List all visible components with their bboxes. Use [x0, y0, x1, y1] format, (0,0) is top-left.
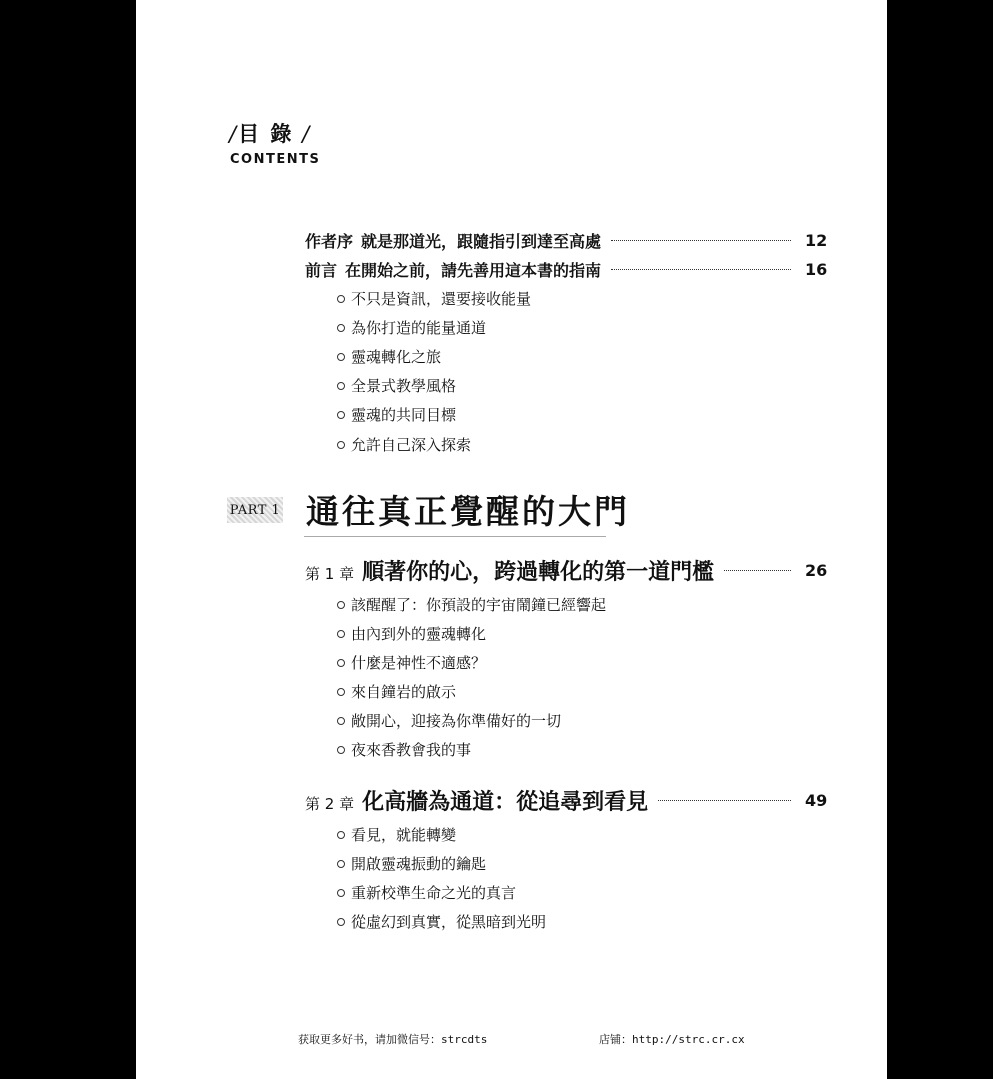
entry-text: 在開始之前，請先善用這本書的指南	[345, 260, 602, 280]
subitem-text: 全景式教學風格	[351, 377, 457, 395]
entry-title	[305, 258, 601, 281]
bullet-icon	[337, 918, 345, 926]
toc-entry-foreword[interactable]	[305, 257, 827, 281]
subitem-text: 為你打造的能量通道	[351, 319, 487, 337]
subitem-text: 該醒醒了：你預設的宇宙鬧鐘已經響起	[351, 596, 607, 614]
subitem-text: 看見，就能轉變	[351, 826, 457, 844]
subitem-text: 夜來香教會我的事	[351, 741, 472, 759]
toc-entry-chapter-1[interactable]	[305, 556, 827, 584]
entry-label: 前言	[305, 260, 338, 280]
subitem-text: 重新校準生命之光的真言	[351, 884, 517, 902]
entry-title	[305, 229, 601, 252]
chapter-number: 第 2 章	[305, 794, 355, 813]
subitem-text: 由內到外的靈魂轉化	[351, 625, 487, 643]
toc-entry-preface[interactable]	[305, 228, 827, 252]
subitem-text: 來自鐘岩的啟示	[351, 683, 457, 701]
bullet-icon	[337, 601, 345, 609]
page-number: 26	[805, 560, 828, 580]
footer-wechat: 获取更多好书，请加微信号：strcdts	[298, 1033, 488, 1046]
bullet-icon	[337, 324, 345, 332]
slash-decoration: /	[293, 122, 312, 146]
bullet-icon	[337, 659, 345, 667]
entry-title	[305, 785, 648, 816]
bullet-icon	[337, 441, 345, 449]
toc-subitem[interactable]	[337, 911, 546, 932]
subitem-text: 靈魂轉化之旅	[351, 348, 442, 366]
page-number: 16	[805, 259, 828, 279]
subitem-text: 什麼是神性不適感？	[351, 654, 487, 672]
entry-label: 作者序	[305, 231, 354, 251]
page-number: 49	[805, 790, 828, 810]
subitem-text: 開啟靈魂振動的鑰匙	[351, 855, 487, 873]
footer-shop-link[interactable]: 店铺：http://strc.cr.cx	[599, 1033, 745, 1046]
subitem-text: 敞開心，迎接為你準備好的一切	[351, 712, 562, 730]
toc-subitem[interactable]	[337, 824, 456, 845]
subitem-text: 不只是資訊，還要接收能量	[351, 290, 532, 308]
toc-subtitle: CONTENTS	[230, 152, 321, 167]
bullet-icon	[337, 717, 345, 725]
bullet-icon	[337, 889, 345, 897]
bullet-icon	[337, 746, 345, 754]
part-underline	[304, 536, 606, 537]
book-page	[136, 0, 887, 1079]
dot-leader	[658, 800, 791, 801]
chapter-number: 第 1 章	[305, 564, 355, 583]
part-badge: PART 1	[227, 497, 283, 523]
page-number: 12	[805, 230, 828, 250]
toc-subitem[interactable]	[337, 434, 471, 455]
chapter-title: 順著你的心，跨過轉化的第一道門檻	[362, 558, 715, 585]
subitem-text: 從虛幻到真實，從黑暗到光明	[351, 913, 547, 931]
toc-subitem[interactable]	[337, 882, 516, 903]
entry-text: 就是那道光，跟隨指引到達至高處	[361, 231, 602, 251]
bullet-icon	[337, 688, 345, 696]
subitem-text: 靈魂的共同目標	[351, 406, 457, 424]
bullet-icon	[337, 831, 345, 839]
toc-subitem[interactable]	[337, 652, 486, 673]
part-title[interactable]: 通往真正覺醒的大門	[306, 492, 630, 531]
toc-subitem[interactable]	[337, 317, 486, 338]
dot-leader	[724, 570, 791, 571]
toc-subitem[interactable]	[337, 853, 486, 874]
bullet-icon	[337, 411, 345, 419]
slash-decoration: /	[229, 122, 239, 146]
bullet-icon	[337, 353, 345, 361]
toc-heading-text: 目 錄	[238, 122, 294, 146]
toc-subitem[interactable]	[337, 710, 561, 731]
toc-subitem[interactable]	[337, 288, 531, 309]
bullet-icon	[337, 630, 345, 638]
toc-subitem[interactable]	[337, 681, 456, 702]
toc-subitem[interactable]	[337, 594, 606, 615]
subitem-text: 允許自己深入探索	[351, 436, 472, 454]
toc-subitem[interactable]	[337, 623, 486, 644]
entry-title	[305, 555, 714, 586]
toc-subitem[interactable]	[337, 739, 471, 760]
toc-heading	[229, 118, 311, 148]
toc-subitem[interactable]	[337, 346, 441, 367]
bullet-icon	[337, 860, 345, 868]
bullet-icon	[337, 295, 345, 303]
bullet-icon	[337, 382, 345, 390]
toc-subitem[interactable]	[337, 375, 456, 396]
chapter-title: 化高牆為通道：從追尋到看見	[362, 788, 649, 815]
dot-leader	[611, 240, 791, 241]
toc-subitem[interactable]	[337, 404, 456, 425]
dot-leader	[611, 269, 791, 270]
toc-entry-chapter-2[interactable]	[305, 786, 827, 814]
